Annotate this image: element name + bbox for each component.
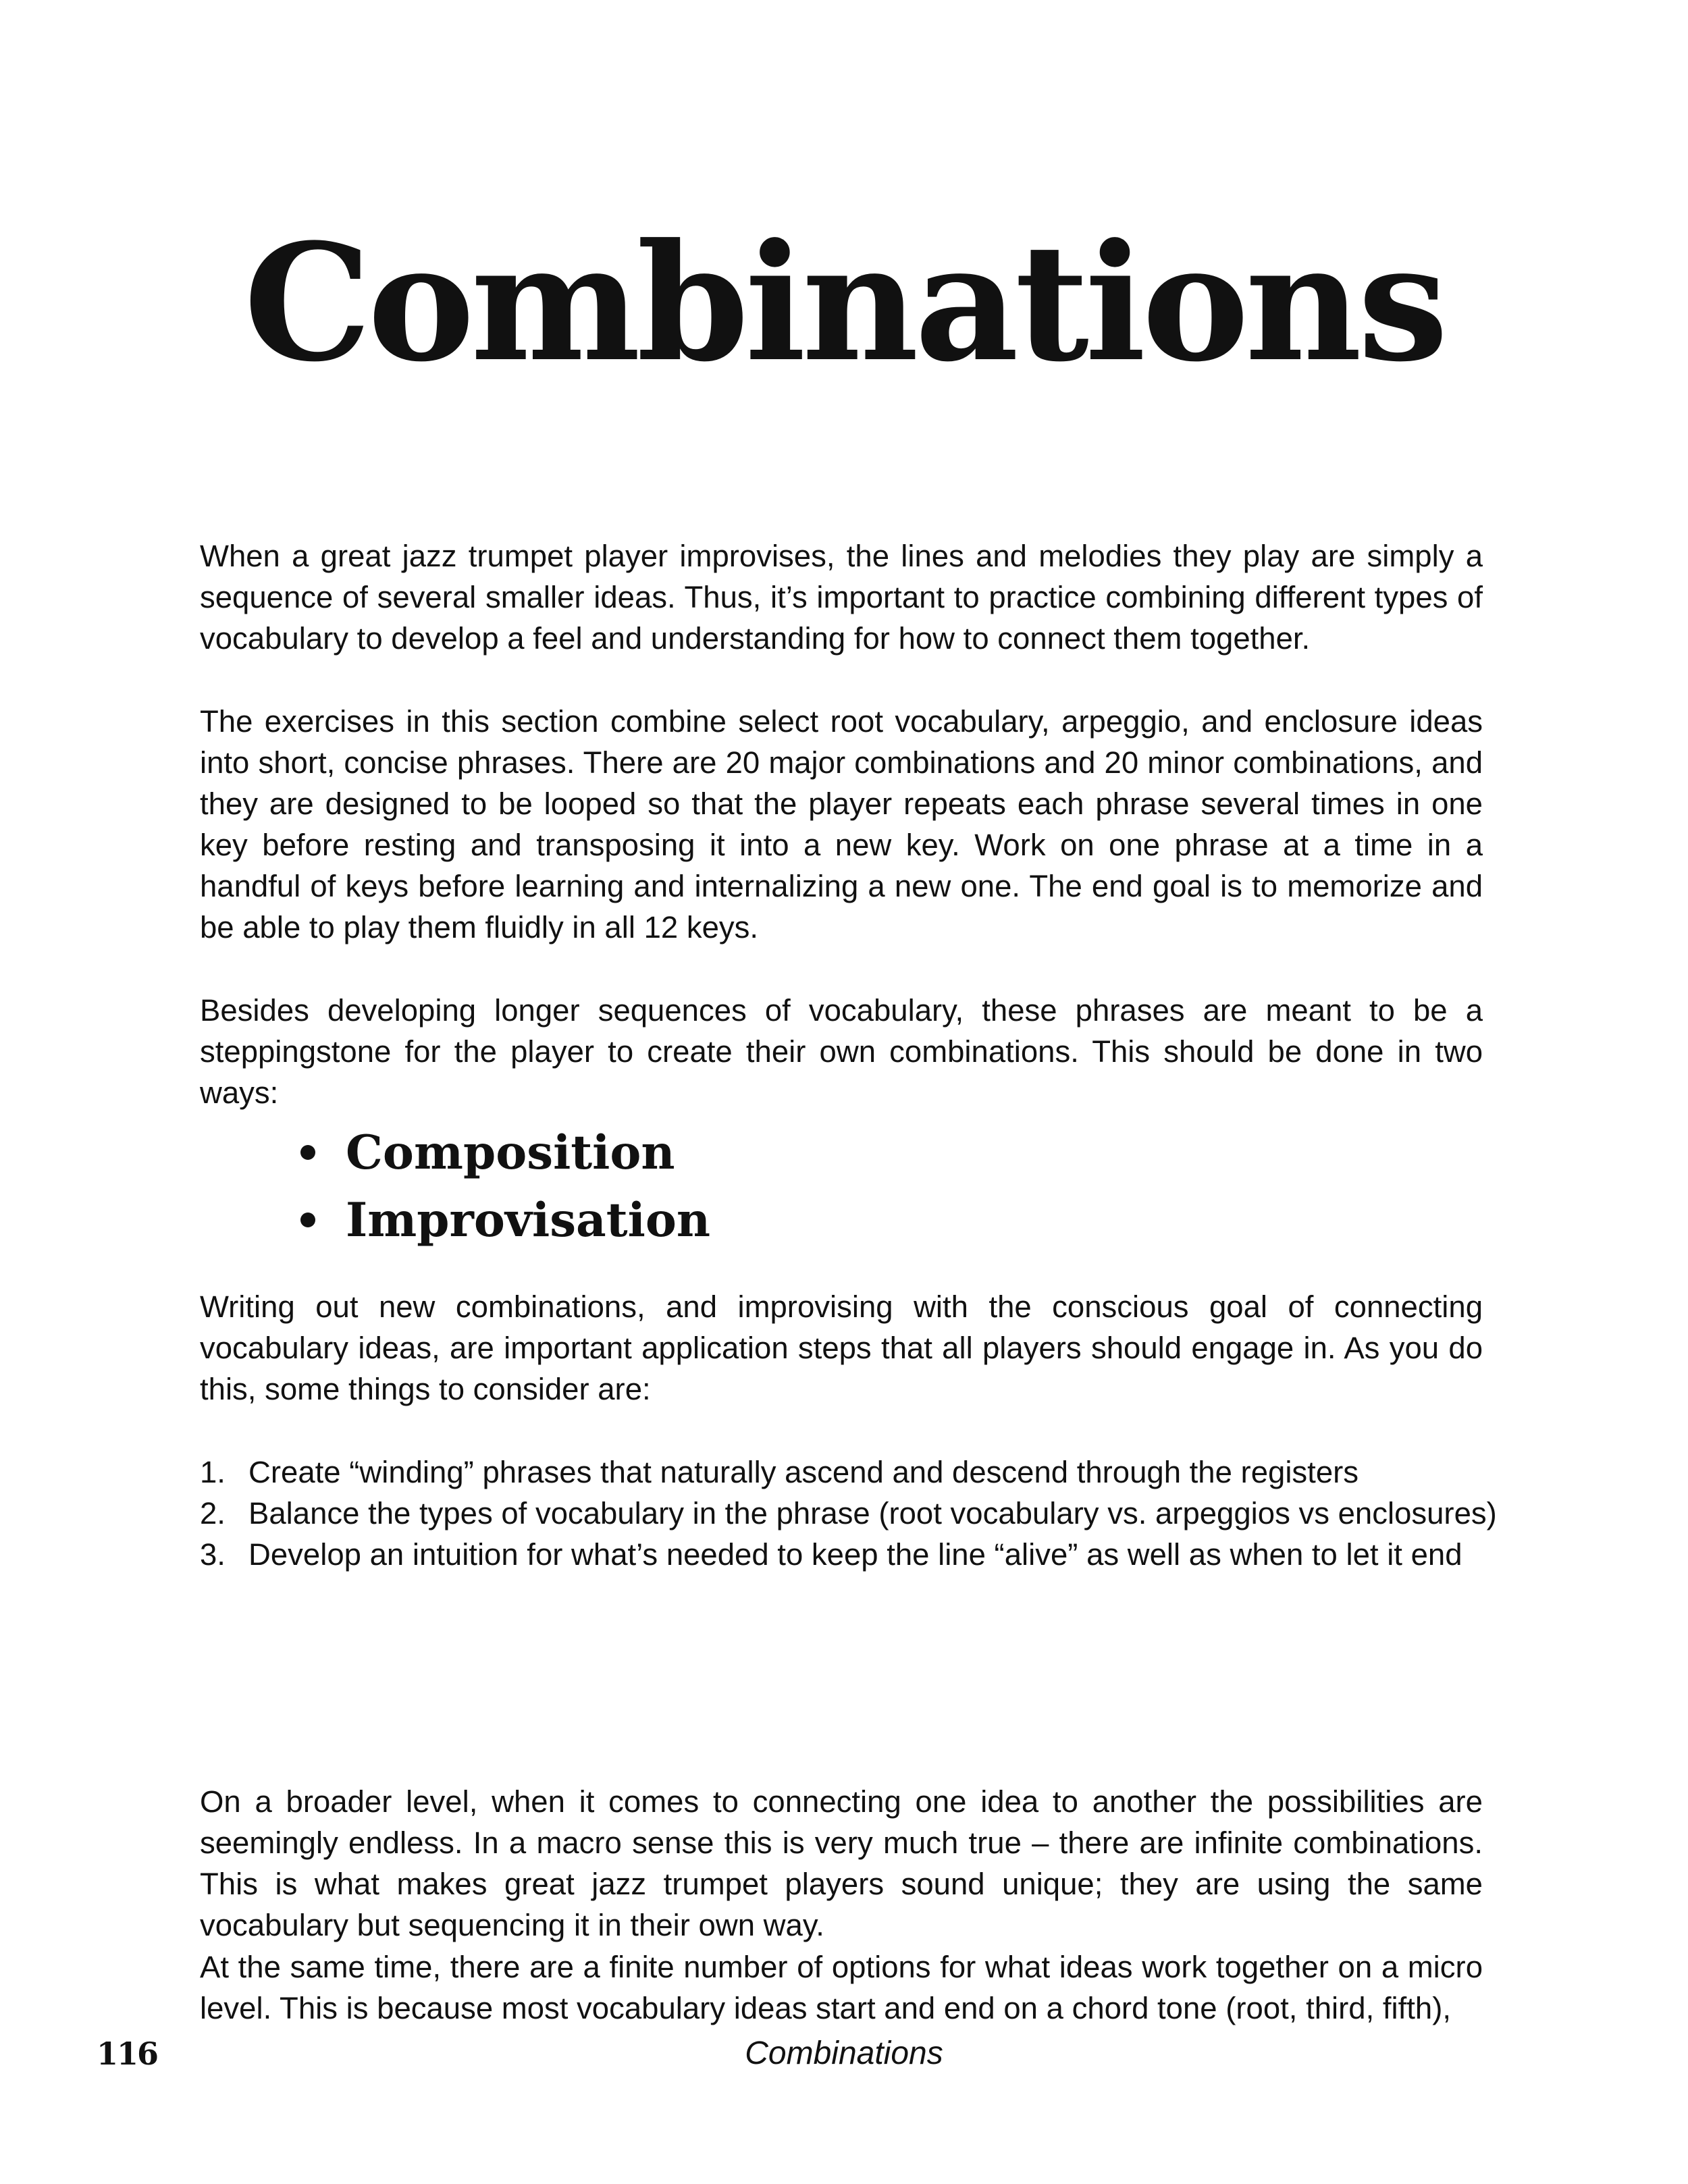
bullet-item-composition — [297, 1119, 710, 1187]
page-number: 116 — [97, 2035, 158, 2072]
running-footer-title: Combinations — [745, 2035, 943, 2071]
approach-bullet-list — [297, 1119, 710, 1254]
steppingstone-paragraph: Besides developing longer sequences of vocabulary, these phrases are meant to be a steppingstone for the player to create their own combinations. This should be done in two ways: — [200, 993, 1483, 1110]
list-item-number: 2. — [200, 1496, 226, 1530]
bullet-label: Improvisation — [346, 1193, 711, 1248]
considerations-list — [200, 1451, 1523, 1575]
list-item-text: Create “winding” phrases that naturally ascend and descend through the registers — [248, 1455, 1359, 1489]
bullet-dot-icon — [300, 1213, 315, 1227]
exercises-paragraph: The exercises in this section combine select root vocabulary, arpeggio, and enclosure ideas into short, concise phrases. There are 20 major combinations and 20 minor combinations, and they are designed to be looped so that the player repeats each phrase several times in one key before resting and transposing it into a new key. Work on one phrase at a time in a handful of keys before learning and internalizing a new one. The end goal is to memorize and be able to play them fluidly in all 12 keys. — [200, 704, 1483, 944]
list-item — [200, 1534, 1523, 1575]
macro-paragraph: On a broader level, when it comes to connecting one idea to another the possibilities are seemingly endless. In a macro sense this is very much true – there are infinite combinations. This is what makes great jazz trumpet players sound unique; they are using the same vocabulary but sequencing it in their own way. — [200, 1784, 1483, 1942]
page-title: Combinations — [243, 209, 1445, 398]
list-item-number: 1. — [200, 1455, 226, 1489]
list-item — [200, 1451, 1523, 1493]
list-item-text: Develop an intuition for what’s needed to keep the line “alive” as well as when to let it end — [248, 1537, 1462, 1572]
bullet-label: Composition — [346, 1125, 675, 1180]
bullet-item-improvisation — [297, 1187, 710, 1254]
bullet-dot-icon — [300, 1145, 315, 1160]
application-paragraph: Writing out new combinations, and improvising with the conscious goal of connecting vocabulary ideas, are important application steps that all players should engage in. As you do this, some things to consider are: — [200, 1289, 1483, 1406]
list-item-number: 3. — [200, 1537, 226, 1572]
list-item — [200, 1493, 1523, 1534]
list-item-text: Balance the types of vocabulary in the phrase (root vocabulary vs. arpeggios vs enclosures) — [248, 1496, 1497, 1530]
micro-paragraph: At the same time, there are a finite number of options for what ideas work together on a micro level. This is because most vocabulary ideas start and end on a chord tone (root, third, fifth), — [200, 1950, 1483, 2025]
intro-paragraph: When a great jazz trumpet player improvises, the lines and melodies they play are simply a sequence of several smaller ideas. Thus, it’s important to practice combining different types of vocabulary to develop a feel and understanding for how to connect them together. — [200, 539, 1483, 656]
